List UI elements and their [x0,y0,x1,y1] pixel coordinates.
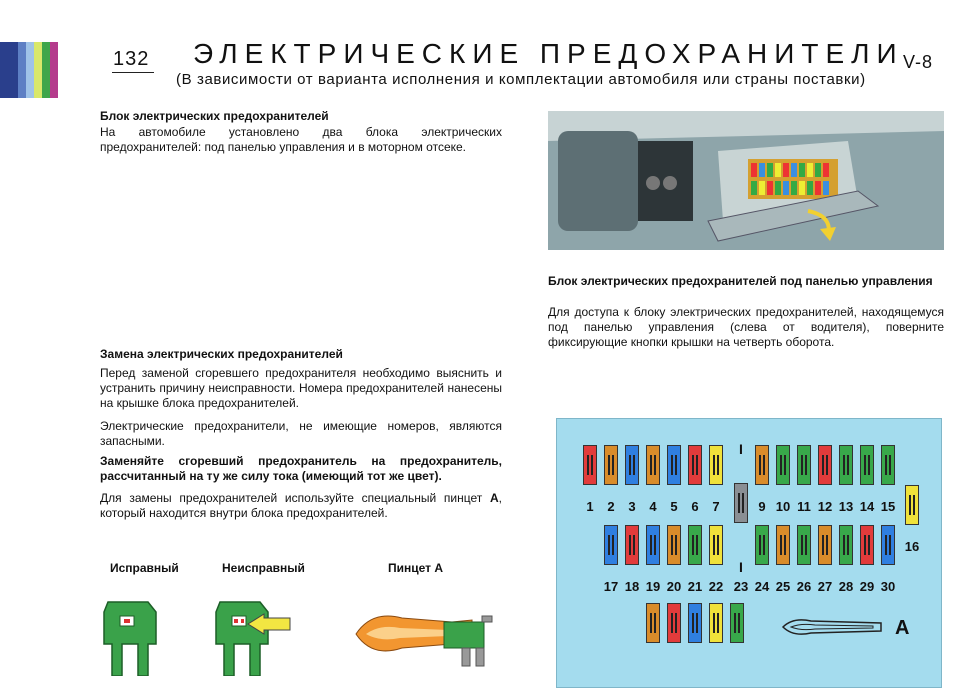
fuse-number-18: 18 [624,579,640,594]
fuse-number-30: 30 [880,579,896,594]
fuse-26 [797,525,811,565]
bad-fuse-icon [212,598,302,676]
fuse-number-27: 27 [817,579,833,594]
fuse-7 [709,445,723,485]
color-stripe [42,42,50,98]
fuse-number-17: 17 [603,579,619,594]
fuse-10 [776,445,790,485]
fuse-number-1: 1 [586,499,594,514]
fuse-number-19: 19 [645,579,661,594]
fuse-number-11: 11 [797,499,811,514]
fuse-5 [667,445,681,485]
section-heading-replacement: Замена электрических предохранителей [100,347,343,361]
section-text-dashboard-block: Для доступа к блоку электрических предохранителей, находящемуся под панелью управления (слева от водителя), поверните фиксирующие кнопки крышки на четверть оборота. [548,305,944,349]
fuse-number-21: 21 [687,579,703,594]
fuse-number-22: 22 [708,579,724,594]
fuse-29 [860,525,874,565]
fuse-number-29: 29 [859,579,875,594]
label-tweezers: Пинцет А [388,561,444,575]
fuse-number-20: 20 [666,579,682,594]
section-text-fuse-block: На автомобиле установлено два блока электрических предохранителей: под панелью управления и в моторном отсеке. [100,125,502,154]
fuse-spare-center [734,483,748,523]
section-heading-dashboard-block: Блок электрических предохранителей под панелью управления [548,274,933,288]
color-stripe [34,42,42,98]
good-fuse-icon [100,598,160,676]
section-text-replacement-2: Электрические предохранители, не имеющие номеров, являются запасными. [100,419,502,448]
separator-mark-top: I [739,441,743,457]
color-stripe [0,42,18,98]
fuse-number-2: 2 [607,499,615,514]
color-stripe [26,42,34,98]
fuse-number-5: 5 [670,499,678,514]
fuse-number-28: 28 [838,579,854,594]
chapter-number: V-8 [903,52,934,72]
fuse-19 [646,525,660,565]
tweezers-letter-a: A [895,617,910,639]
fuse-6 [688,445,702,485]
section-heading-fuse-block: Блок электрических предохранителей [100,109,329,123]
fuse-number-26: 26 [796,579,812,594]
fuse-number-9: 9 [758,499,766,514]
fuse-number-15: 15 [880,499,896,514]
dashboard-illustration [548,111,944,250]
fuse-number-3: 3 [628,499,636,514]
fuse-box-diagram [556,418,942,688]
section-text-replacement-3 [100,491,502,521]
fuse-16 [905,485,919,525]
fuse-21 [688,525,702,565]
tweezers-text-post: , который находится внутри блока предохранителей. [100,491,502,520]
fuse-number-23: 23 [733,579,749,594]
fuse-spare [709,603,723,643]
color-stripes [0,42,62,98]
fuse-number-10: 10 [775,499,791,514]
fuse-22 [709,525,723,565]
section-text-replacement-1: Перед заменой сгоревшего предохранителя необходимо выяснить и устранить причину неисправности. Номера предохранителей нанесены на крышке блока предохранителей. [100,366,502,410]
fuse-number-25: 25 [775,579,791,594]
fuse-2 [604,445,618,485]
fuse-11 [797,445,811,485]
fuse-20 [667,525,681,565]
fuse-27 [818,525,832,565]
fuse-number-7: 7 [712,499,720,514]
fuse-1 [583,445,597,485]
dashboard-photo [548,111,944,250]
fuse-14 [860,445,874,485]
fuse-12 [818,445,832,485]
label-good-fuse: Исправный [110,561,179,575]
fuse-number-16: 16 [904,539,920,554]
fuse-spare [688,603,702,643]
fuse-4 [646,445,660,485]
tweezers-text-pre: Для замены предохранителей используйте специальный пинцет [100,491,490,505]
page-title: ЭЛЕКТРИЧЕСКИЕ ПРЕДОХРАНИТЕЛИ [193,38,904,69]
fuse-spare [646,603,660,643]
fuse-number-24: 24 [754,579,770,594]
fuse-spare [730,603,744,643]
diagram-tweezers-icon [781,615,889,639]
page-number: 132 [113,48,150,70]
color-stripe [50,42,58,98]
fuse-number-4: 4 [649,499,657,514]
page-subtitle: (В зависимости от варианта исполнения и комплектации автомобиля или страны поставки) [176,71,866,88]
separator-mark-bottom: I [739,559,743,575]
fuse-number-14: 14 [859,499,875,514]
tweezers-letter: А [489,491,499,505]
fuse-number-6: 6 [691,499,699,514]
fuse-25 [776,525,790,565]
fuse-18 [625,525,639,565]
fuse-30 [881,525,895,565]
label-bad-fuse: Неисправный [222,561,305,575]
fuse-17 [604,525,618,565]
fuse-24 [755,525,769,565]
fuse-3 [625,445,639,485]
section-text-replacement-warning: Заменяйте сгоревший предохранитель на предохранитель, рассчитанный на ту же силу тока (имеющий тот же цвет). [100,454,502,483]
color-stripe [18,42,26,98]
fuse-number-12: 12 [817,499,833,514]
page-number-underline [112,72,154,73]
fuse-13 [839,445,853,485]
fuse-spare [667,603,681,643]
fuse-15 [881,445,895,485]
fuse-9 [755,445,769,485]
fuse-28 [839,525,853,565]
fuse-number-13: 13 [838,499,854,514]
tweezers-icon [352,606,500,670]
